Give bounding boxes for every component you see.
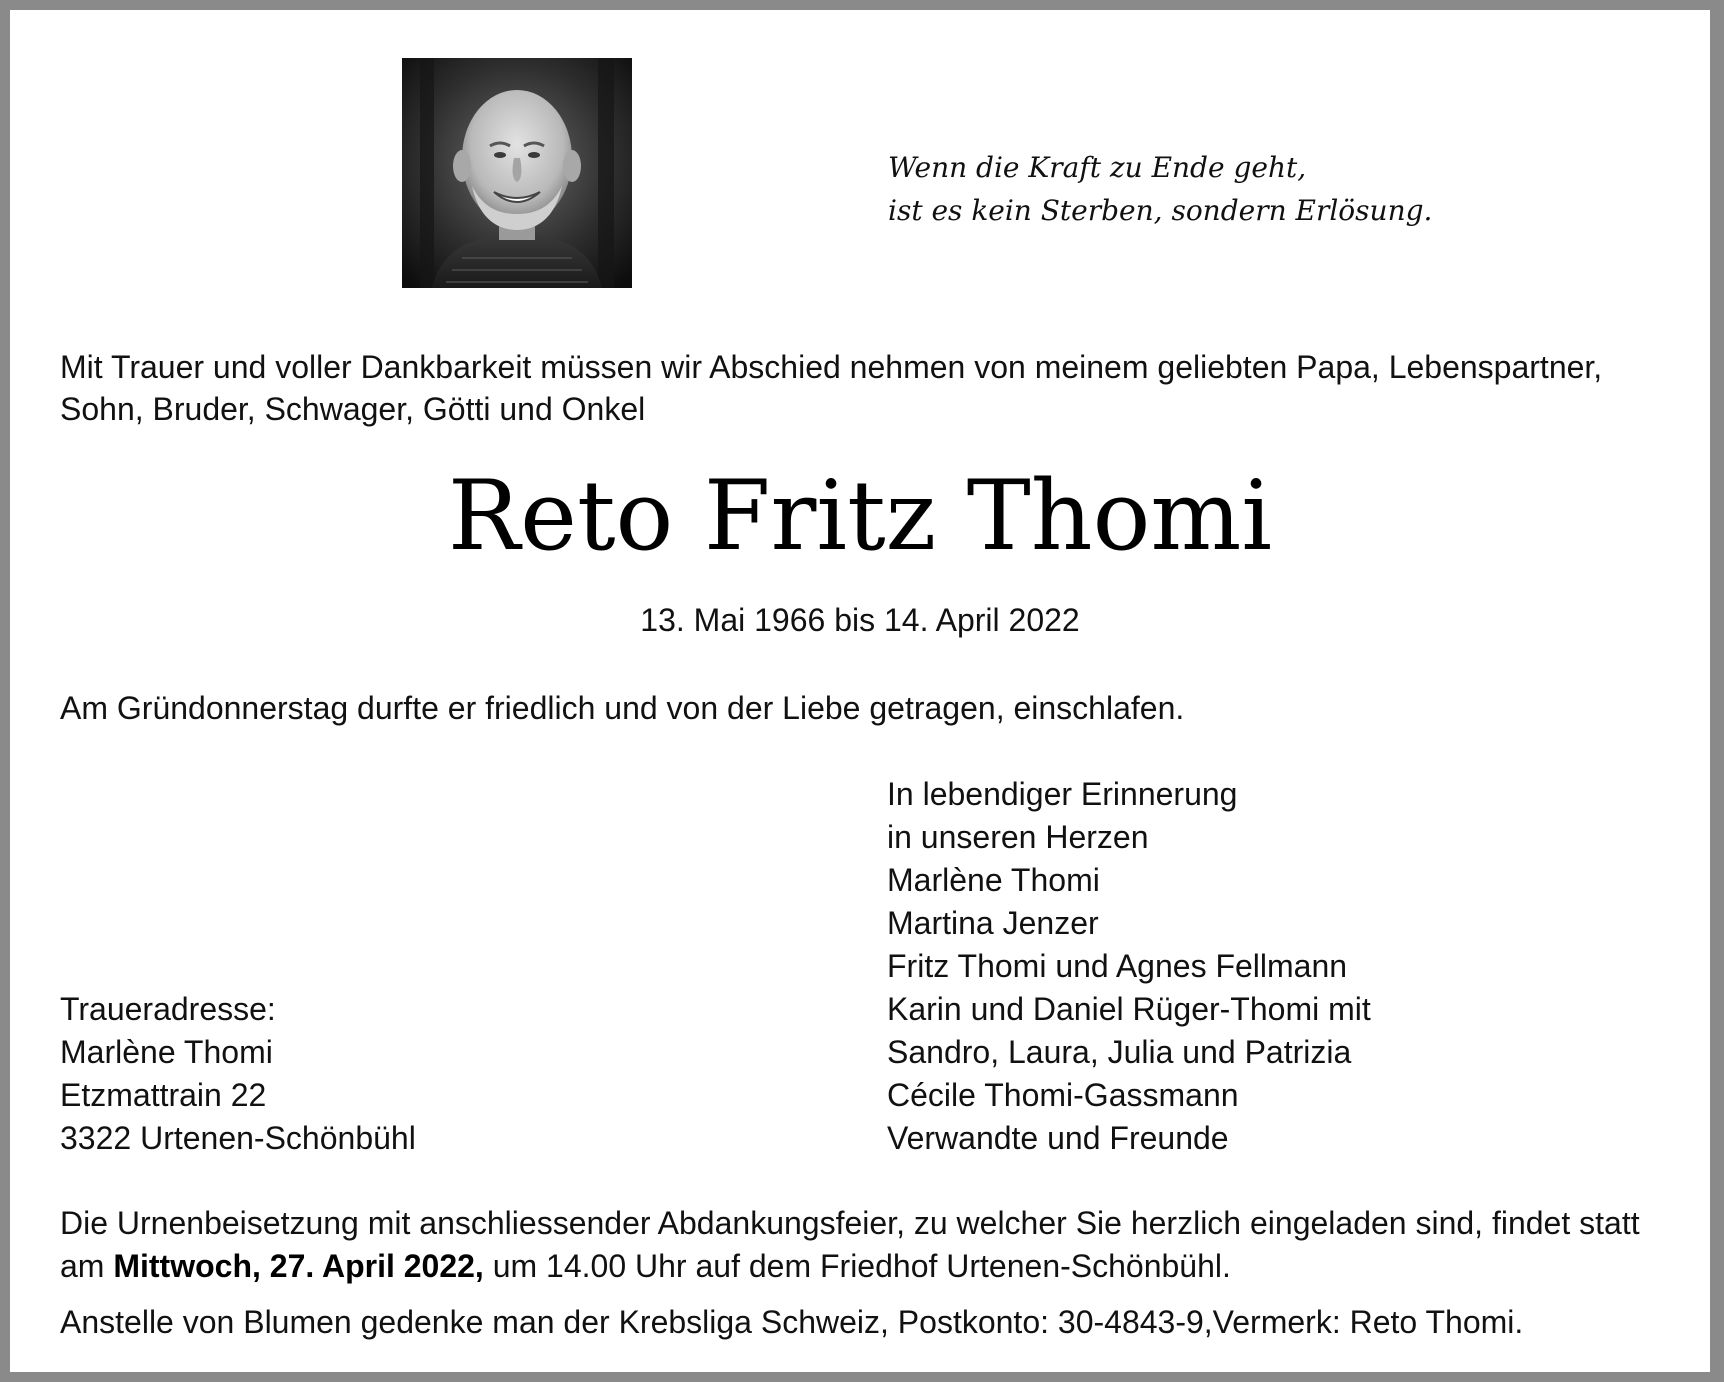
address-name: Marlène Thomi <box>60 1034 273 1070</box>
passing-text: Am Gründonnerstag durfte er friedlich und von der Liebe getragen, einschlafen. <box>60 690 1185 726</box>
portrait-photo <box>402 58 632 288</box>
funeral-prefix: am <box>60 1248 114 1284</box>
intro-line-2: Sohn, Bruder, Schwager, Götti und Onkel <box>60 391 646 427</box>
mourner-line: Fritz Thomi und Agnes Fellmann <box>887 948 1348 984</box>
deceased-name: Reto Fritz Thomi <box>447 460 1273 572</box>
portrait-image <box>402 58 632 288</box>
address-city: 3322 Urtenen-Schönbühl <box>60 1120 416 1156</box>
mourner-line: Karin und Daniel Rüger-Thomi mit <box>887 991 1371 1027</box>
mourner-line: Marlène Thomi <box>887 862 1100 898</box>
funeral-suffix: um 14.00 Uhr auf dem Friedhof Urtenen-Schönbühl. <box>483 1248 1231 1284</box>
funeral-date: Mittwoch, 27. April 2022, <box>113 1248 484 1284</box>
mourner-line: in unseren Herzen <box>887 819 1149 855</box>
mourner-line: Sandro, Laura, Julia und Patrizia <box>887 1034 1352 1070</box>
obituary-notice <box>10 10 1710 1372</box>
funeral-line-2 <box>60 1245 1700 1288</box>
address-street: Etzmattrain 22 <box>60 1077 267 1113</box>
memorial-quote <box>888 146 1528 232</box>
intro-text <box>60 346 1690 430</box>
donation-text: Anstelle von Blumen gedenke man der Krebsliga Schweiz, Postkonto: 30-4843-9,Vermerk: Reto Thomi. <box>60 1304 1524 1340</box>
mourner-line: Martina Jenzer <box>887 905 1099 941</box>
life-dates: 13. Mai 1966 bis 14. April 2022 <box>640 602 1080 638</box>
funeral-line-1: Die Urnenbeisetzung mit anschliessender Abdankungsfeier, zu welcher Sie herzlich eingeladen sind, findet statt <box>60 1205 1640 1241</box>
intro-line-1: Mit Trauer und voller Dankbarkeit müssen wir Abschied nehmen von meinem geliebten Papa, Lebenspartner, <box>60 349 1603 385</box>
quote-line-2: ist es kein Sterben, sondern Erlösung. <box>888 194 1433 227</box>
mourners-list <box>887 773 1687 1160</box>
address-label: Traueradresse: <box>60 991 276 1027</box>
quote-line-1: Wenn die Kraft zu Ende geht, <box>888 151 1307 184</box>
mourner-line: In lebendiger Erinnerung <box>887 776 1238 812</box>
mourner-line: Cécile Thomi-Gassmann <box>887 1077 1239 1113</box>
funeral-info <box>60 1202 1700 1288</box>
mourning-address <box>60 988 760 1160</box>
mourner-line: Verwandte und Freunde <box>887 1120 1229 1156</box>
